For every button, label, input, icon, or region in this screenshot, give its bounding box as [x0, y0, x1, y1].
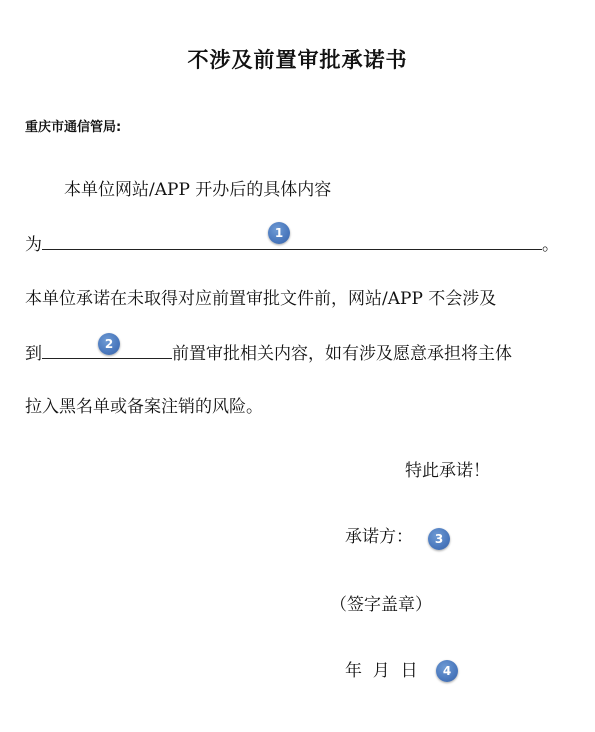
callout-badge-1[interactable]: 1 [268, 222, 290, 244]
callout-badge-3[interactable]: 3 [428, 528, 450, 550]
signature-note: （签字盖章） [330, 595, 432, 615]
paragraph-2-prefix: 到 [25, 344, 42, 364]
paragraph-1-suffix: 。 [542, 235, 559, 255]
closing-statement: 特此承诺！ [405, 461, 490, 481]
content-fill-blank[interactable] [42, 233, 542, 250]
paragraph-2-line-1: 本单位承诺在未取得对应前置审批文件前，网站/APP 不会涉及 [25, 289, 497, 309]
date-label: 年 月 日 [345, 661, 418, 681]
paragraph-1-line-1: 本单位网站/APP 开办后的具体内容 [64, 180, 332, 200]
callout-badge-4[interactable]: 4 [436, 660, 458, 682]
document-title: 不涉及前置审批承诺书 [187, 48, 408, 72]
recipient-line: 重庆市通信管局: [25, 120, 122, 135]
paragraph-2-suffix: 前置审批相关内容，如有涉及愿意承担将主体 [172, 344, 512, 364]
paragraph-1-line-2 [25, 233, 559, 256]
callout-badge-2[interactable]: 2 [98, 333, 120, 355]
paragraph-2-line-3: 拉入黑名单或备案注销的风险。 [25, 397, 263, 417]
promisor-label: 承诺方： [345, 527, 413, 547]
paragraph-1-prefix: 为 [25, 235, 42, 255]
